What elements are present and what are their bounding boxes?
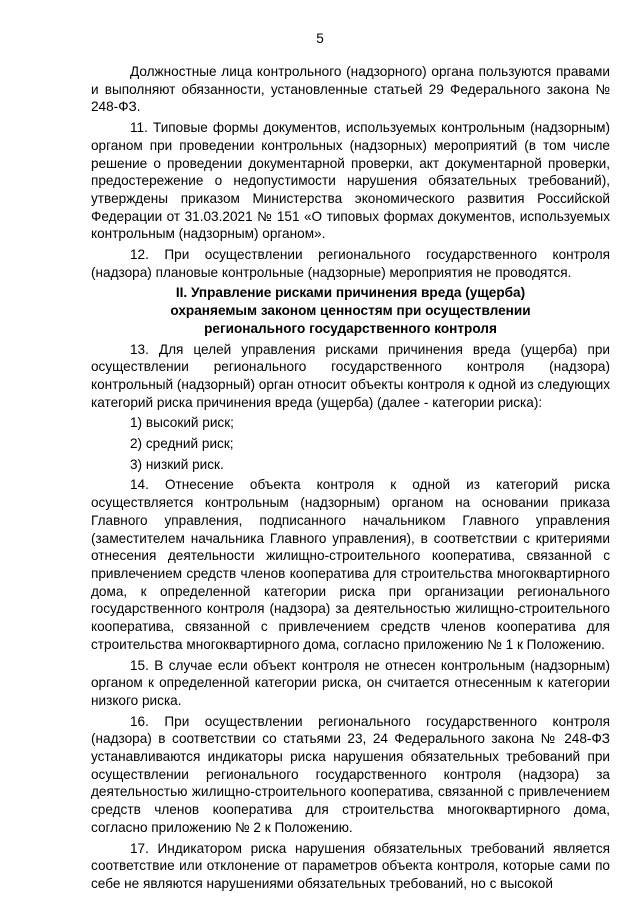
risk-category-item: 3) низкий риск. [130,456,224,472]
section-heading-line: охраняемым законом ценностям при осуществлении [170,303,531,319]
section-heading-line: II. Управление рисками причинения вреда (ущерба) [175,285,526,301]
paragraph-17: 17. Индикатором риска нарушения обязательных требований является соответствие или отклонение от параметров объекта контроля, которые сами по себе не являются нарушениями обязательных требований, но с высокой [91,840,610,891]
page-number: 5 [316,31,324,46]
paragraph-officials-rights: Должностные лица контрольного (надзорного) органа пользуются правами и выполняют обязанности, установленные статьей 29 Федерального закона № 248-ФЗ. [91,64,610,115]
paragraph-13: 13. Для целей управления рисками причинения вреда (ущерба) при осуществлении регионального государственного контроля (надзора) контрольный (надзорный) орган относит объекты контроля к одной из следующих категорий риска причинения вреда (ущерба) (далее - категории риска): [91,341,610,410]
paragraph-14: 14. Отнесение объекта контроля к одной из категорий риска осуществляется контрольным (надзорным) органом на основании приказа Главного управления, подписанного начальником Главного управления (заместителем начальника Главного управления), в соответствии с критериями отнесения деятельности жилищно-строительного кооператива, связанной с привлечением средств членов кооператива для строительства многоквартирного дома, к определенной категории риска при организации регионального государственного контроля (надзора) за деятельностью жилищно-строительного кооператива, связанной с привлечением средств членов кооператива для строительства многоквартирного дома, согласно приложению № 1 к Положению. [91,477,610,652]
paragraph-15: 15. В случае если объект контроля не отнесен контрольным (надзорным) органом к определенной категории риска, он считается отнесенным к категории низкого риска. [91,657,610,708]
section-heading-line: регионального государственного контроля [204,320,497,336]
risk-category-item: 2) средний риск; [130,436,234,452]
paragraph-12: 12. При осуществлении регионального государственного контроля (надзора) плановые контрольные (надзорные) мероприятия не проводятся. [91,247,610,280]
section-heading [91,284,610,337]
paragraph-16: 16. При осуществлении регионального государственного контроля (надзора) в соответствии со статьями 23, 24 Федерального закона № 248-ФЗ устанавливаются индикаторы риска нарушения обязательных требований при осуществлении регионального государственного контроля (надзора) за деятельностью жилищно-строительного кооператива, связанной с привлечением средств членов кооператива для строительства многоквартирного дома, согласно приложению № 2 к Положению. [91,713,610,835]
paragraph-11: 11. Типовые формы документов, используемых контрольным (надзорным) органом при проведении контрольных (надзорных) мероприятий (в том числе решение о проведении документарной проверки, акт документарной проверки, предостережение о недопустимости нарушения обязательных требований), утверждены приказом Министерства экономического развития Российской Федерации от 31.03.2021 № 151 «О типовых формах документов, используемых контрольным (надзорным) органом». [91,120,610,242]
risk-category-item: 1) высокий риск; [130,415,234,431]
document-body [91,63,610,896]
